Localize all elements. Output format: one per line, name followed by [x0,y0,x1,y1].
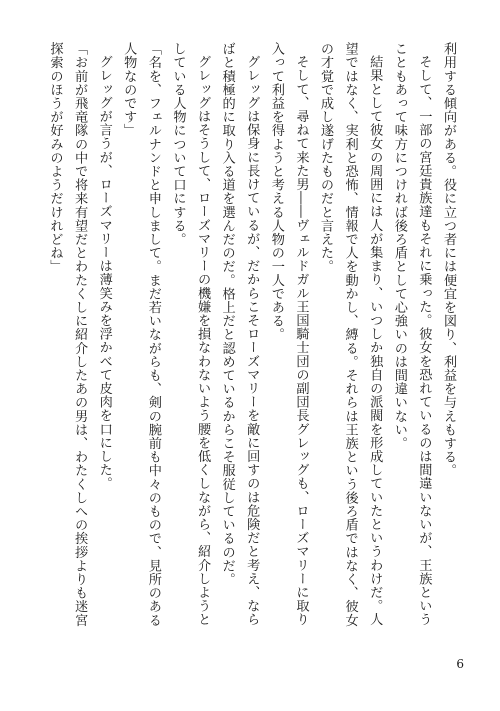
paragraph-1: 利用する傾向がある。役に立つ者には便宜を図り、利益を与えもする。 [441,42,456,478]
body-text [40,42,460,627]
page-number: 6 [456,657,464,671]
paragraph-9-dialogue: 「お前が飛竜隊の中で将来有望だとわたくしに紹介したあの男は、わたくしへの挨拶よりも迷宮探索のほうが好みのようだけれどね」 [47,42,88,627]
paragraph-3: 結果として彼女の周囲には人が集まり、いつしか独自の派閥を形成していたというわけだ。人望ではなく、実利と恐怖、情報で人を動かし、縛る。それらは王族という後ろ盾ではなく、彼女の才覚で成し遂げたものだと言えた。 [318,42,383,627]
paragraph-6: グレッグはそうして、ローズマリーの機嫌を損なわないよう腰を低くしながら、紹介しようとしている人物について口にする。 [170,42,211,627]
paragraph-8: グレッグが言うが、ローズマリーは薄笑みを浮かべて皮肉を口にした。 [96,55,112,491]
paragraph-4: そして、尋ねて来た男――ヴェルドガル王国騎士団の副団長グレッグも、ローズマリーに取り入って利益を得ようと考える人物の一人である。 [268,42,309,627]
paragraph-5: グレッグは保身に長けているが、だからこそローズマリーを敵に回すのは危険だと考え、ならばと積極的に取り入る道を選んだのだ。格上だと認めているからこそ服従しているのだ。 [219,42,260,627]
paragraph-2: そして、一部の宮廷貴族達もそれに乗った。彼女を恐れているのは間違いないが、王族ということもあって味方につければ後ろ盾として心強いのは間違いない。 [391,42,432,627]
paragraph-7-dialogue: 「名を、フェルナンドと申しまして。まだ若いながらも、剣の腕前も中々のもので、見所のある人物なのです」 [121,42,161,627]
